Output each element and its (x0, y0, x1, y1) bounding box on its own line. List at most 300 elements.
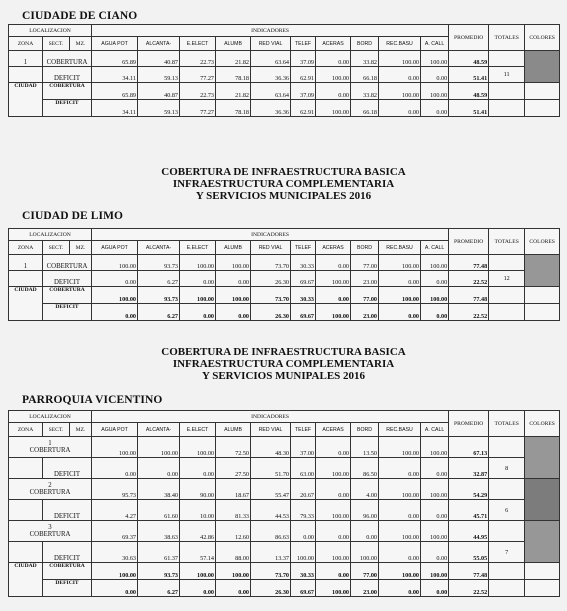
value-cell: 66.18 (351, 100, 379, 117)
value-cell: 42.86 (180, 521, 216, 542)
value-cell: 0.00 (421, 542, 449, 563)
promedio-cell: 55.05 (449, 542, 489, 563)
group-number: 2 (48, 482, 52, 489)
value-cell: 0.00 (180, 580, 216, 597)
value-cell: 57.14 (180, 542, 216, 563)
zona-cell: 1 (9, 255, 43, 271)
value-cell: 23.00 (351, 580, 379, 597)
indicator-col-header: AGUA POT (92, 241, 138, 255)
value-cell: 100.00 (379, 287, 421, 304)
row-label: DEFICIT (43, 271, 92, 287)
value-cell: 63.00 (291, 458, 316, 479)
value-cell: 0.00 (379, 100, 421, 117)
value-cell: 93.73 (138, 287, 180, 304)
row-label: COBERTURA (43, 255, 92, 271)
indicator-col-header: REC.BASU (379, 241, 421, 255)
value-cell: 26.30 (251, 271, 291, 287)
cobertura-row (9, 255, 560, 271)
value-cell: 100.00 (316, 100, 351, 117)
indicator-col-header: RED VIAL (251, 37, 291, 51)
value-cell: 77.00 (351, 255, 379, 271)
colores-cell (525, 287, 560, 304)
value-cell: 0.00 (138, 458, 180, 479)
promedio-cell: 77.48 (449, 563, 489, 580)
value-cell: 78.18 (216, 100, 251, 117)
value-cell: 38.40 (138, 479, 180, 500)
heading-line-3: Y SERVICIOS MUNICIPALES 2016 (195, 190, 372, 202)
value-cell: 0.00 (92, 304, 138, 321)
indicator-col-header: ALUMB (216, 423, 251, 437)
value-cell: 100.00 (316, 271, 351, 287)
value-cell: 100.00 (216, 563, 251, 580)
indicator-col-header: ALUMB (216, 37, 251, 51)
row-label: COBERTURA (43, 287, 92, 304)
ciudad-cobertura-row (9, 83, 560, 100)
value-cell: 65.89 (92, 51, 138, 67)
value-cell: 69.67 (291, 304, 316, 321)
value-cell: 0.00 (291, 521, 316, 542)
indicadores-header: INDICADORES (92, 411, 449, 423)
value-cell: 77.27 (180, 100, 216, 117)
indicator-col-header: ACERAS (316, 423, 351, 437)
header-row (9, 411, 560, 423)
value-cell: 0.00 (379, 542, 421, 563)
promedio-cell: 77.48 (449, 287, 489, 304)
value-cell: 26.30 (251, 304, 291, 321)
promedio-cell: 22.52 (449, 580, 489, 597)
table-ciano (8, 24, 560, 117)
value-cell: 62.91 (291, 100, 316, 117)
value-cell: 100.00 (92, 563, 138, 580)
promedio-cell: 51.41 (449, 67, 489, 83)
value-cell: 6.27 (138, 271, 180, 287)
indicadores-header: INDICADORES (92, 25, 449, 37)
value-cell: 0.00 (316, 521, 351, 542)
value-cell: 34.11 (92, 100, 138, 117)
zona-cell (9, 271, 43, 287)
value-cell: 0.00 (421, 500, 449, 521)
value-cell: 66.18 (351, 67, 379, 83)
indicator-col-header: ALCANTA- (138, 241, 180, 255)
value-cell: 33.82 (351, 51, 379, 67)
value-cell: 100.00 (216, 255, 251, 271)
value-cell: 100.00 (379, 51, 421, 67)
indicator-col-header: RED VIAL (251, 241, 291, 255)
value-cell: 100.00 (421, 255, 449, 271)
promedio-cell: 54.29 (449, 479, 489, 500)
group-deficit-row (9, 542, 560, 563)
table-limo (8, 228, 560, 321)
value-cell: 0.00 (92, 271, 138, 287)
colores-header: COLORES (525, 411, 560, 437)
indicator-col-header: REC.BASU (379, 423, 421, 437)
value-cell: 10.00 (180, 500, 216, 521)
value-cell: 0.00 (421, 271, 449, 287)
color-swatch (525, 51, 560, 83)
value-cell: 77.00 (351, 563, 379, 580)
value-cell: 100.00 (379, 437, 421, 458)
value-cell: 0.00 (216, 580, 251, 597)
value-cell: 0.00 (92, 580, 138, 597)
totales-cell (489, 304, 525, 321)
indicator-col-header: A. CALL (421, 423, 449, 437)
value-cell: 69.37 (92, 521, 138, 542)
color-swatch (525, 521, 560, 563)
zona-cell (9, 458, 43, 479)
value-cell: 100.00 (421, 479, 449, 500)
value-cell: 55.47 (251, 479, 291, 500)
value-cell: 0.00 (379, 271, 421, 287)
value-cell: 61.37 (138, 542, 180, 563)
report-heading-2 (0, 346, 567, 382)
value-cell: 62.91 (291, 67, 316, 83)
value-cell: 100.00 (316, 500, 351, 521)
colores-header: COLORES (525, 229, 560, 255)
value-cell: 30.63 (92, 542, 138, 563)
localizacion-header: LOCALIZACION (9, 25, 92, 37)
ciudad-label: CIUDAD (9, 83, 43, 117)
value-cell: 100.00 (291, 542, 316, 563)
value-cell: 100.00 (421, 287, 449, 304)
ciudad-label: CIUDAD (9, 563, 43, 597)
value-cell: 78.18 (216, 67, 251, 83)
value-cell: 27.50 (216, 458, 251, 479)
group-cobertura-row (9, 521, 560, 542)
localizacion-header: LOCALIZACION (9, 229, 92, 241)
indicator-col-header: BORD (351, 423, 379, 437)
row-label: DEFICIT (43, 458, 92, 479)
value-cell: 13.37 (251, 542, 291, 563)
localizacion-header: LOCALIZACION (9, 411, 92, 423)
heading-line-1: COBERTURA DE INFRAESTRUCTURA BASICA (161, 166, 406, 178)
value-cell: 88.00 (216, 542, 251, 563)
group-cobertura-row (9, 437, 560, 458)
value-cell: 100.00 (421, 437, 449, 458)
value-cell: 0.00 (180, 271, 216, 287)
value-cell: 38.63 (138, 521, 180, 542)
value-cell: 0.00 (316, 287, 351, 304)
value-cell: 96.00 (351, 500, 379, 521)
value-cell: 100.00 (316, 580, 351, 597)
group-deficit-row (9, 500, 560, 521)
value-cell: 12.60 (216, 521, 251, 542)
value-cell: 100.00 (316, 458, 351, 479)
zona-header: ZONA (9, 241, 43, 255)
value-cell: 30.33 (291, 287, 316, 304)
value-cell: 0.00 (379, 580, 421, 597)
colores-cell (525, 563, 560, 580)
ciudad-deficit-row (9, 580, 560, 597)
indicator-col-header: AGUA POT (92, 423, 138, 437)
indicator-col-header: ACERAS (316, 241, 351, 255)
value-cell: 34.11 (92, 67, 138, 83)
promedio-cell: 22.52 (449, 271, 489, 287)
promedio-header: PROMEDIO (449, 229, 489, 255)
value-cell: 0.00 (421, 67, 449, 83)
value-cell: 93.73 (138, 563, 180, 580)
indicator-col-header: REC.BASU (379, 37, 421, 51)
group-deficit-row (9, 458, 560, 479)
totales-cell (489, 287, 525, 304)
value-cell: 0.00 (180, 304, 216, 321)
promedio-header: PROMEDIO (449, 25, 489, 51)
value-cell: 100.00 (216, 287, 251, 304)
indicator-col-header: TELEF (291, 37, 316, 51)
row-label: COBERTURA (29, 447, 71, 454)
heading-line-3: Y SERVICIOS MUNIPALES 2016 (201, 370, 366, 382)
value-cell: 0.00 (379, 500, 421, 521)
value-cell: 48.30 (251, 437, 291, 458)
value-cell: 59.13 (138, 100, 180, 117)
value-cell: 44.53 (251, 500, 291, 521)
value-cell: 51.70 (251, 458, 291, 479)
totales-header: TOTALES (489, 25, 525, 51)
value-cell: 81.33 (216, 500, 251, 521)
indicator-col-header: BORD (351, 37, 379, 51)
header-row (9, 229, 560, 241)
value-cell: 100.00 (421, 51, 449, 67)
value-cell: 73.70 (251, 563, 291, 580)
value-cell: 40.87 (138, 51, 180, 67)
totales-cell: 7 (489, 542, 525, 563)
value-cell: 22.73 (180, 51, 216, 67)
row-label: COBERTURA (43, 51, 92, 67)
value-cell: 0.00 (421, 304, 449, 321)
row-label: DEFICIT (43, 500, 92, 521)
promedio-cell: 44.95 (449, 521, 489, 542)
value-cell: 100.00 (180, 437, 216, 458)
value-cell: 100.00 (180, 287, 216, 304)
totales-header: TOTALES (489, 411, 525, 437)
value-cell: 23.00 (351, 271, 379, 287)
promedio-header: PROMEDIO (449, 411, 489, 437)
totales-cell: 12 (489, 271, 525, 287)
totales-cell: 6 (489, 500, 525, 521)
value-cell: 37.09 (291, 83, 316, 100)
promedio-cell: 51.41 (449, 100, 489, 117)
value-cell: 0.00 (379, 458, 421, 479)
value-cell: 100.00 (180, 563, 216, 580)
value-cell: 0.00 (316, 255, 351, 271)
colores-cell (525, 100, 560, 117)
row-label: COBERTURA (29, 531, 71, 538)
ciudad-cobertura-row (9, 563, 560, 580)
indicator-col-header: BORD (351, 241, 379, 255)
value-cell: 100.00 (92, 287, 138, 304)
section-title-vicentino: PARROQUIA VICENTINO (22, 394, 163, 406)
promedio-cell: 22.52 (449, 304, 489, 321)
row-label: DEFICIT (43, 580, 92, 597)
indicator-col-header: TELEF (291, 423, 316, 437)
value-cell: 30.33 (291, 255, 316, 271)
value-cell: 95.73 (92, 479, 138, 500)
zona-header: ZONA (9, 423, 43, 437)
group-label (9, 437, 92, 458)
value-cell: 18.67 (216, 479, 251, 500)
value-cell: 40.87 (138, 83, 180, 100)
value-cell: 100.00 (421, 83, 449, 100)
heading-line-2: INFRAESTRUCTURA COMPLEMENTARIA (172, 358, 395, 370)
color-swatch (525, 479, 560, 521)
group-number: 3 (48, 524, 52, 531)
promedio-cell: 77.48 (449, 255, 489, 271)
report-heading-1 (0, 166, 567, 202)
value-cell: 100.00 (316, 304, 351, 321)
zona-cell (9, 542, 43, 563)
totales-cell (489, 580, 525, 597)
value-cell: 6.27 (138, 304, 180, 321)
sect-header: SECT. (43, 241, 70, 255)
row-label: COBERTURA (43, 563, 92, 580)
value-cell: 30.33 (291, 563, 316, 580)
promedio-cell: 48.59 (449, 51, 489, 67)
totales-cell (489, 479, 525, 500)
sect-header: SECT. (43, 423, 70, 437)
value-cell: 100.00 (421, 521, 449, 542)
zona-cell (9, 67, 43, 83)
colores-cell (525, 304, 560, 321)
row-label: DEFICIT (43, 100, 92, 117)
sect-header: SECT. (43, 37, 70, 51)
value-cell: 4.00 (351, 479, 379, 500)
cobertura-row (9, 51, 560, 67)
value-cell: 0.00 (316, 83, 351, 100)
mz-header: MZ. (70, 241, 92, 255)
value-cell: 33.82 (351, 83, 379, 100)
value-cell: 79.33 (291, 500, 316, 521)
indicator-col-header: A. CALL (421, 241, 449, 255)
deficit-row (9, 271, 560, 287)
totales-header: TOTALES (489, 229, 525, 255)
indicator-col-header: TELEF (291, 241, 316, 255)
value-cell: 100.00 (379, 563, 421, 580)
row-label: DEFICIT (43, 67, 92, 83)
value-cell: 77.27 (180, 67, 216, 83)
row-label: DEFICIT (43, 304, 92, 321)
totales-cell (489, 437, 525, 458)
zona-cell: 1 (9, 51, 43, 67)
colores-cell (525, 580, 560, 597)
section-title-ciano: CIUDADE DE CIANO (22, 10, 138, 22)
value-cell: 0.00 (316, 563, 351, 580)
value-cell: 100.00 (379, 255, 421, 271)
value-cell: 69.67 (291, 271, 316, 287)
mz-header: MZ. (70, 37, 92, 51)
value-cell: 100.00 (351, 542, 379, 563)
value-cell: 0.00 (379, 304, 421, 321)
value-cell: 63.64 (251, 83, 291, 100)
value-cell: 100.00 (379, 83, 421, 100)
promedio-cell: 45.71 (449, 500, 489, 521)
totales-cell (489, 51, 525, 67)
value-cell: 0.00 (351, 521, 379, 542)
value-cell: 59.13 (138, 67, 180, 83)
promedio-cell: 67.13 (449, 437, 489, 458)
value-cell: 6.27 (138, 580, 180, 597)
ciudad-deficit-row (9, 304, 560, 321)
value-cell: 100.00 (379, 479, 421, 500)
indicator-col-header: A. CALL (421, 37, 449, 51)
value-cell: 0.00 (216, 271, 251, 287)
value-cell: 26.30 (251, 580, 291, 597)
value-cell: 0.00 (421, 458, 449, 479)
zona-header: ZONA (9, 37, 43, 51)
zona-cell (9, 500, 43, 521)
promedio-cell: 48.59 (449, 83, 489, 100)
value-cell: 100.00 (92, 255, 138, 271)
group-label (9, 479, 92, 500)
value-cell: 73.70 (251, 287, 291, 304)
row-label: COBERTURA (29, 489, 71, 496)
value-cell: 93.73 (138, 255, 180, 271)
totales-cell (489, 255, 525, 271)
deficit-row (9, 67, 560, 83)
group-label (9, 521, 92, 542)
value-cell: 100.00 (138, 437, 180, 458)
totales-cell (489, 563, 525, 580)
indicator-col-header: E.ELECT (180, 241, 216, 255)
totales-cell: 8 (489, 458, 525, 479)
color-swatch (525, 437, 560, 479)
header-row (9, 25, 560, 37)
indicator-col-header: ACERAS (316, 37, 351, 51)
color-swatch (525, 255, 560, 287)
value-cell: 0.00 (216, 304, 251, 321)
value-cell: 0.00 (316, 479, 351, 500)
ciudad-deficit-row (9, 100, 560, 117)
value-cell: 36.36 (251, 67, 291, 83)
mz-header: MZ. (70, 423, 92, 437)
value-cell: 72.50 (216, 437, 251, 458)
ciudad-label: CIUDAD (9, 287, 43, 321)
value-cell: 100.00 (421, 563, 449, 580)
section-title-limo: CIUDAD DE LIMO (22, 210, 124, 222)
value-cell: 0.00 (379, 67, 421, 83)
value-cell: 69.67 (291, 580, 316, 597)
value-cell: 73.70 (251, 255, 291, 271)
indicator-col-header: ALCANTA- (138, 423, 180, 437)
group-number: 1 (48, 440, 52, 447)
heading-line-1: COBERTURA DE INFRAESTRUCTURA BASICA (161, 346, 406, 358)
value-cell: 0.00 (316, 51, 351, 67)
value-cell: 100.00 (379, 521, 421, 542)
value-cell: 0.00 (421, 580, 449, 597)
group-cobertura-row (9, 479, 560, 500)
value-cell: 65.89 (92, 83, 138, 100)
indicator-col-header: ALUMB (216, 241, 251, 255)
row-label: COBERTURA (43, 83, 92, 100)
totales-cell (489, 521, 525, 542)
indicator-col-header: E.ELECT (180, 423, 216, 437)
totales-cell: 11 (489, 67, 525, 83)
row-label: DEFICIT (43, 542, 92, 563)
value-cell: 90.00 (180, 479, 216, 500)
value-cell: 4.27 (92, 500, 138, 521)
value-cell: 13.50 (351, 437, 379, 458)
ciudad-cobertura-row (9, 287, 560, 304)
promedio-cell: 32.87 (449, 458, 489, 479)
value-cell: 0.00 (316, 437, 351, 458)
totales-cell (489, 83, 525, 100)
indicator-col-header: RED VIAL (251, 423, 291, 437)
value-cell: 86.50 (351, 458, 379, 479)
value-cell: 37.09 (291, 51, 316, 67)
heading-line-2: INFRAESTRUCTURA COMPLEMENTARIA (172, 178, 395, 190)
value-cell: 37.00 (291, 437, 316, 458)
colores-cell (525, 83, 560, 100)
value-cell: 36.36 (251, 100, 291, 117)
value-cell: 20.67 (291, 479, 316, 500)
